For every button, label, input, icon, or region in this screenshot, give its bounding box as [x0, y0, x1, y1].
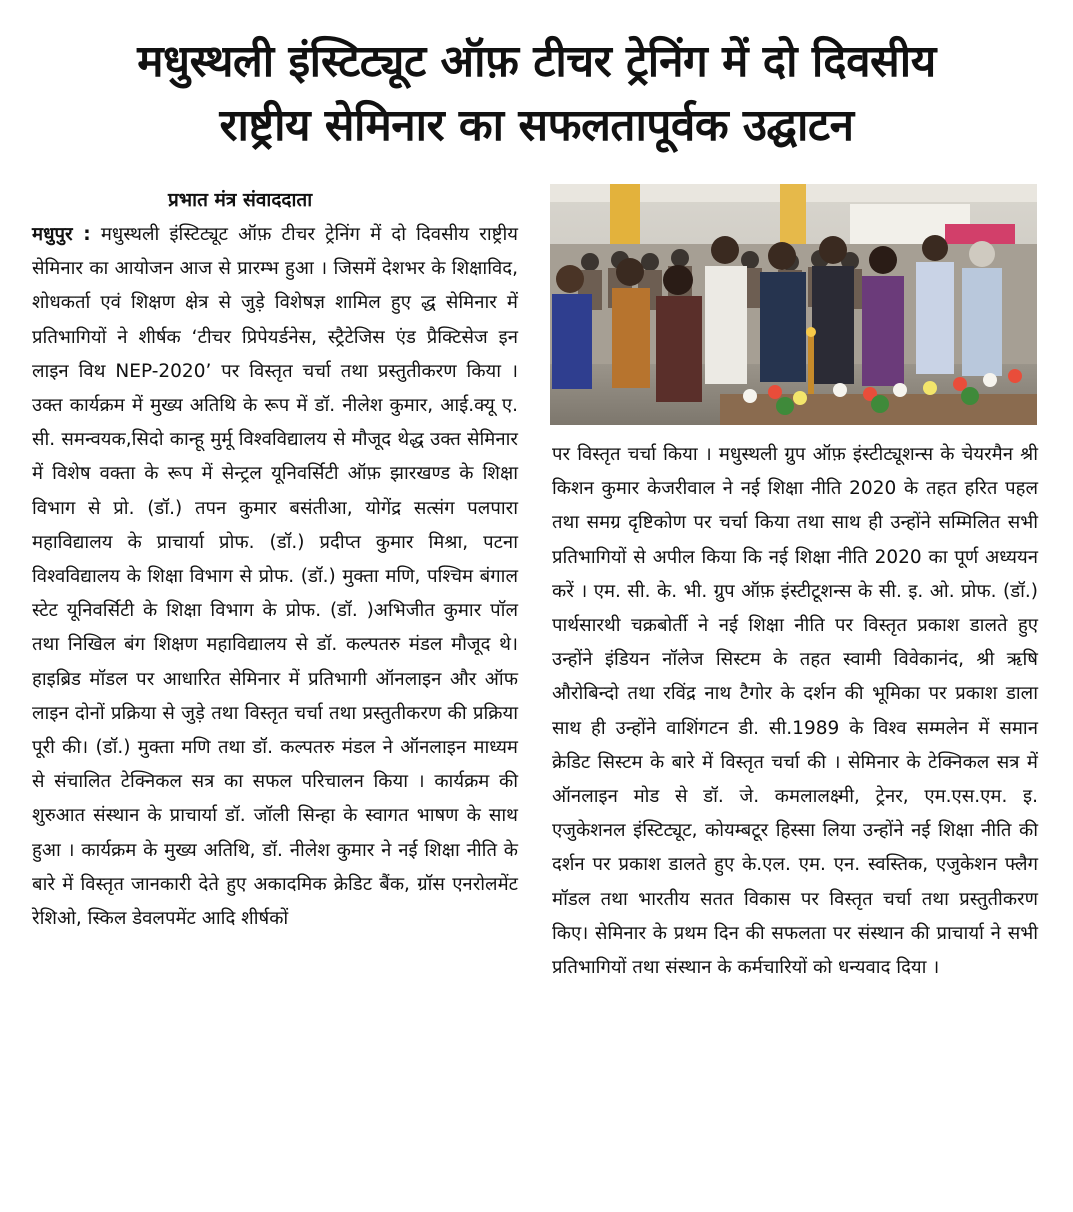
- lamp-lighting-photo: [550, 184, 1037, 425]
- headline: [0, 30, 1073, 158]
- article-column-right: [552, 438, 1038, 985]
- dateline: मधुपुर :: [32, 224, 91, 245]
- article-column-left: [32, 218, 518, 936]
- byline: प्रभात मंत्र संवाददाता: [168, 189, 313, 211]
- article-body-right: पर विस्तृत चर्चा किया । मधुस्थली ग्रुप ऑफ़ इंस्टीट्यूशन्स के चेयरमैन श्री किशन कुमार केजरीवाल ने नई शिक्षा नीति 2020 के तहत हरित पहल तथा समग्र दृष्टिकोण पर चर्चा किया तथा साथ ही उन्होंने सम्मिलित सभी प्रतिभागियों से अपील किया कि नई शिक्षा नीति 2020 का पूर्ण अध्ययन करें । एम. सी. के. भी. ग्रुप ऑफ़ इंस्टीटूशन्स के सी. इ. ओ. प्रोफ. (डॉ.) पार्थसारथी चक्रबोर्ती ने नई शिक्षा नीति पर विस्तृत प्रकाश डालते हुए उन्होंने इंडियन नॉलेज सिस्टम के तहत स्वामी विवेकानंद, श्री ऋषि औरोबिन्दो तथा रविंद्र नाथ टैगोर के दर्शन की भूमिका पर प्रकाश डाला साथ ही उन्होंने वाशिंगटन डी. सी.1989 के विश्व सम्मलेन में समान क्रेडिट सिस्टम के बारे में विस्तृत चर्चा की । सेमिनार के टेक्निकल सत्र में ऑनलाइन मोड से डॉ. जे. कमलालक्ष्मी, ट्रेनर, एम.एस.एम. इ. एजुकेशनल इंस्टिट्यूट, कोयम्बटूर हिस्सा लिया उन्होंने नई शिक्षा नीति की दर्शन पर प्रकाश डालते हुए के.एल. एम. एन. स्वस्तिक, एजुकेशन फ्लैग मॉडल तथा भारतीय सतत विकास पर विस्तृत चर्चा तथा प्रस्तुतीकरण किए। सेमिनार के प्रथम दिन की सफलता पर संस्थान की प्राचार्या ने सभी प्रतिभागियों तथा संस्थान के कर्मचारियों को धन्यवाद दिया ।: [552, 444, 1038, 979]
- headline-line-2: राष्ट्रीय सेमिनार का सफलतापूर्वक उद्घाटन: [219, 100, 854, 151]
- event-photo: [550, 184, 1037, 425]
- article-body-left: मधुस्थली इंस्टिट्यूट ऑफ़ टीचर ट्रेनिंग में दो दिवसीय राष्ट्रीय सेमिनार का आयोजन आज से प्रारम्भ हुआ । जिसमें देशभर के शिक्षाविद, शोधकर्ता एवं शिक्षण क्षेत्र से जुड़े विशेषज्ञ शामिल हुए द्ध सेमिनार में प्रतिभागियों ने शीर्षक ‘टीचर प्रिपेयर्डनेस, स्ट्रैटेजिस एंड प्रैक्टिसेज इन लाइन विथ NEP-2020’ पर विस्तृत चर्चा तथा प्रस्तुतीकरण किया । उक्त कार्यक्रम में मुख्य अतिथि के रूप में डॉ. नीलेश कुमार, आई.क्यू ए. सी. समन्वयक,सिदो कान्हू मुर्मू विश्वविद्यालय से मौजूद थेद्ध उक्त सेमिनार में विशेष वक्ता के रूप में सेन्ट्रल यूनिवर्सिटी ऑफ़ झारखण्ड के शिक्षा विभाग से प्रो. (डॉ.) तपन कुमार बसंतीआ, योगेंद्र सत्संग पलपारा महाविद्यालय के प्राचार्या प्रोफ. (डॉ.) प्रदीप्त कुमार मिश्रा, पटना विश्वविद्यालय के शिक्षा विभाग से प्रोफ. (डॉ.) मुक्ता मणि, पश्चिम बंगाल स्टेट यूनिवर्सिटी के शिक्षा विभाग के प्रोफ. (डॉ. )अभिजीत कुमार पॉल तथा निखिल बंग शिक्षण महाविद्यालय से डॉ. कल्पतरु मंडल मौजूद थे। हाइब्रिड मॉडल पर आधारित सेमिनार में प्रतिभागी ऑनलाइन और ऑफ लाइन दोनों प्रक्रिया से जुड़े तथा विस्तृत चर्चा तथा प्रस्तुतीकरण की प्रक्रिया पूरी की। (डॉ.) मुक्ता मणि तथा डॉ. कल्पतरु मंडल ने ऑनलाइन माध्यम से संचालित टेक्निकल सत्र का सफल परिचालन किया । कार्यक्रम की शुरुआत संस्थान के प्राचार्या डॉ. जॉली सिन्हा के स्वागत भाषण के साथ हुआ । कार्यक्रम के मुख्य अतिथि, डॉ. नीलेश कुमार ने नई शिक्षा नीति के बारे में विस्तृत जानकारी देते हुए अकादमिक क्रेडिट बैंक, ग्रॉस एनरोलमेंट रेशिओ, स्किल डेवलपमेंट आदि शीर्षकों: [32, 224, 518, 930]
- headline-line-1: मधुस्थली इंस्टिट्यूट ऑफ़ टीचर ट्रेनिंग में दो दिवसीय: [137, 36, 936, 87]
